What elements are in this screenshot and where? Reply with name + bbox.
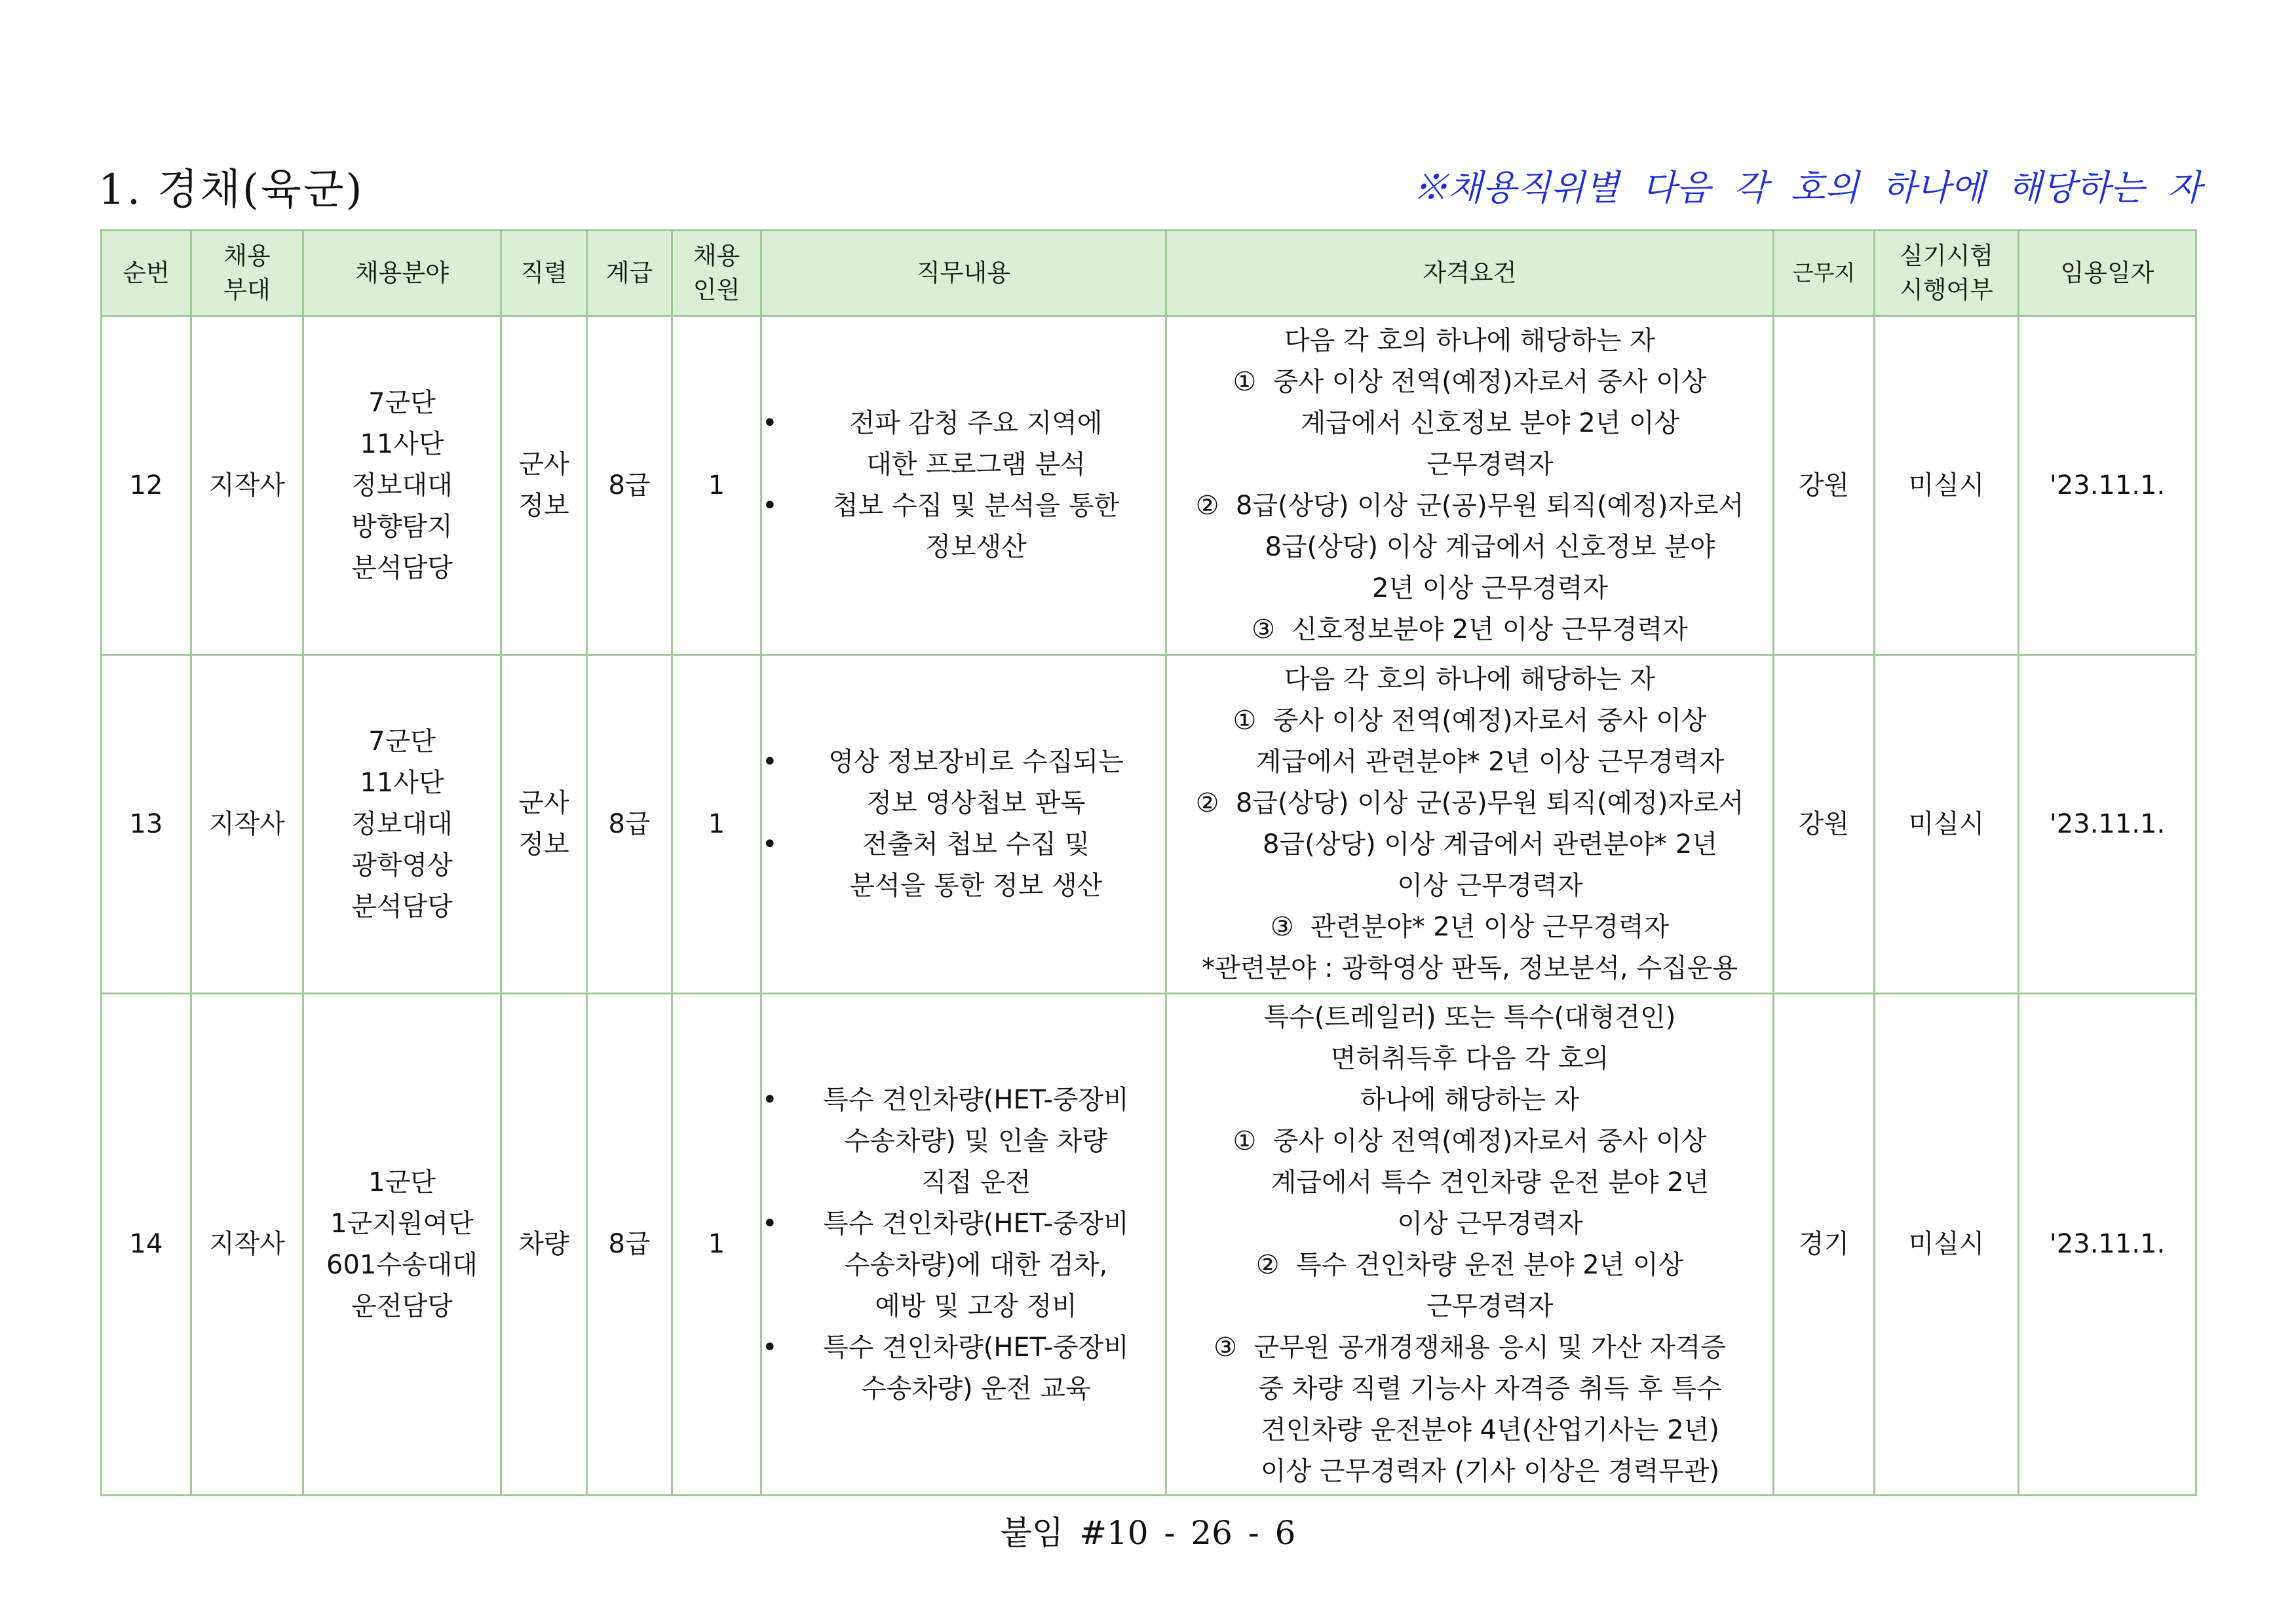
qual-line: ③ 신호정보분야 2년 이상 근무경력자 [1252,614,1688,645]
header-count [672,231,761,316]
cell-series-line: 차량 [518,1229,569,1259]
cell-location: 강원 [1774,655,1875,994]
cell-field-line: 분석담당 [351,552,453,583]
qual-line: 8급(상당) 이상 계급에서 관련분야* 2년 [1263,829,1717,859]
duty-text: 정보생산 [925,532,1027,562]
cell-date: '23.11.1. [2019,994,2196,1496]
qual-line: 계급에서 관련분야* 2년 이상 근무경력자 [1255,747,1725,777]
qual-line: 특수(트레일러) 또는 특수(대형견인) [1263,1002,1676,1032]
duty-item [762,1203,1165,1327]
duty-line [762,1327,1165,1369]
duty-text: 직접 운전 [921,1167,1031,1198]
cell-duty [761,316,1166,655]
duty-line [762,1080,1165,1121]
duty-line [762,742,1165,783]
header-row [102,231,2196,316]
qual-line: ③ 군무원 공개경쟁채용 응시 및 가산 자격증 [1214,1332,1726,1363]
bullet-icon: • [762,491,778,521]
cell-date: '23.11.1. [2019,655,2196,994]
duty-line [762,485,1165,527]
qual-line: ① 중사 이상 전역(예정)자로서 중사 이상 [1233,706,1707,736]
duty-line [762,527,1165,568]
qual-line: 하나에 해당하는 자 [1360,1084,1580,1115]
header-count-line2: 인원 [693,276,740,304]
cell-field [303,655,501,994]
cell-count: 1 [672,655,761,994]
cell-field-line: 1군지원여단 [330,1208,474,1239]
cell-count: 1 [672,994,761,1496]
duty-text: 수송차량)에 대한 검차, [844,1249,1108,1280]
cell-location: 강원 [1774,316,1875,655]
cell-field [303,994,501,1496]
duty-text: 수송차량) 및 인솔 차량 [844,1125,1108,1156]
header-date: 임용일자 [2019,231,2196,316]
qual-line: 견인차량 운전분야 4년(산업기사는 2년) [1261,1414,1719,1445]
cell-location: 경기 [1774,994,1875,1496]
cell-series [501,994,587,1496]
duty-item [762,824,1165,907]
cell-series [501,316,587,655]
qual-line: ① 중사 이상 전역(예정)자로서 중사 이상 [1233,367,1707,397]
cell-field-line: 11사단 [360,428,444,459]
cell-count: 1 [672,316,761,655]
page-footer: 붙임 #10 - 26 - 6 [1000,1514,1296,1552]
qual-line: ② 8급(상당) 이상 군(공)무원 퇴직(예정)자로서 [1195,788,1744,818]
qual-line: ③ 관련분야* 2년 이상 근무경력자 [1270,912,1670,942]
cell-unit: 지작사 [191,655,303,994]
duty-text: 분석을 통한 정보 생산 [849,871,1103,901]
duty-text: 특수 견인차량(HET-중장비 [823,1084,1129,1115]
duty-line [762,1121,1165,1162]
duty-text: 대한 프로그램 분석 [866,449,1086,480]
cell-grade: 8급 [587,655,672,994]
qual-line: 8급(상당) 이상 계급에서 신호정보 분야 [1265,532,1715,562]
cell-grade: 8급 [587,994,672,1496]
qual-line: 이상 근무경력자 [1397,1208,1583,1239]
qual-line: 다음 각 호의 하나에 해당하는 자 [1284,326,1655,356]
qual-line: 2년 이상 근무경력자 [1372,573,1608,603]
duty-line [762,403,1165,444]
duty-text: 예방 및 고장 정비 [875,1291,1077,1321]
header-grade: 계급 [587,231,672,316]
qual-line: 다음 각 호의 하나에 해당하는 자 [1284,664,1655,694]
table-row [102,994,2196,1496]
qual-line: 계급에서 신호정보 분야 2년 이상 [1300,408,1680,438]
qual-line: 이상 근무경력자 (기사 이상은 경력무관) [1260,1456,1720,1486]
header-qual: 자격요건 [1166,231,1774,316]
table-row [102,316,2196,655]
cell-unit: 지작사 [191,316,303,655]
cell-field-line: 운전담당 [351,1291,453,1321]
cell-series-line: 군사 [518,788,569,818]
qual-line: 근무경력자 [1426,449,1554,480]
qual-line: 근무경력자 [1426,1291,1554,1321]
cell-grade: 8급 [587,316,672,655]
duty-line [762,1203,1165,1245]
cell-practical: 미실시 [1875,994,2019,1496]
section-note: ※채용직위별 다음 각 호의 하나에 해당하는 자 [1413,167,2202,208]
duty-item [762,742,1165,824]
qual-line: 면허취득후 다음 각 호의 [1330,1043,1609,1074]
qual-line: 이상 근무경력자 [1397,871,1583,901]
duty-item [762,1327,1165,1410]
duty-line [762,1245,1165,1286]
duty-text: 전파 감청 주요 지역에 [849,408,1103,438]
duty-line [762,1369,1165,1410]
cell-field-line: 7군단 [368,387,436,418]
header-practical-line2: 시행여부 [1900,276,1993,304]
duty-text: 정보 영상첩보 판독 [866,788,1086,818]
cell-field-line: 광학영상 [351,850,453,880]
cell-no: 12 [102,316,191,655]
cell-date: '23.11.1. [2019,316,2196,655]
duty-item [762,1080,1165,1203]
cell-field-line: 601수송대대 [326,1249,478,1280]
cell-no: 14 [102,994,191,1496]
table-row [102,655,2196,994]
duty-text: 영상 정보장비로 수집되는 [828,747,1124,777]
bullet-icon: • [762,747,778,777]
bullet-icon: • [762,1084,778,1115]
header-unit-line1: 채용 [223,242,271,270]
header-count-line1: 채용 [693,242,740,270]
duty-text: 첩보 수집 및 분석을 통한 [832,491,1120,521]
cell-qual [1166,316,1774,655]
cell-series-line: 군사 [518,449,569,480]
cell-practical: 미실시 [1875,316,2019,655]
qual-line: ② 8급(상당) 이상 군(공)무원 퇴직(예정)자로서 [1195,491,1744,521]
qual-line: ① 중사 이상 전역(예정)자로서 중사 이상 [1233,1125,1707,1156]
section-heading: 1. 경채(육군) [98,166,364,214]
cell-unit: 지작사 [191,994,303,1496]
cell-qual [1166,994,1774,1496]
cell-field-line: 1군단 [368,1167,436,1198]
cell-field-line: 7군단 [368,726,436,757]
header-practical [1875,231,2019,316]
qual-line: 계급에서 특수 견인차량 운전 분야 2년 [1271,1167,1710,1198]
cell-field-line: 정보대대 [351,808,453,839]
duty-text: 특수 견인차량(HET-중장비 [823,1208,1129,1239]
qual-line: *관련분야 : 광학영상 판독, 정보분석, 수집운용 [1202,953,1738,983]
cell-series-line: 정보 [518,491,569,521]
cell-series [501,655,587,994]
cell-field-line: 정보대대 [351,470,453,500]
header-practical-line1: 실기시험 [1900,242,1993,270]
duty-text: 수송차량) 운전 교육 [861,1373,1091,1404]
bullet-icon: • [762,1208,778,1239]
header-series: 직렬 [501,231,587,316]
recruitment-table [100,229,2197,1496]
header-location: 근무지 [1774,231,1875,316]
duty-item [762,485,1165,568]
cell-field-line: 방향탐지 [351,511,453,542]
header-duty: 직무내용 [761,231,1166,316]
duty-line [762,1162,1165,1203]
header-field: 채용분야 [303,231,501,316]
bullet-icon: • [762,829,778,859]
cell-field [303,316,501,655]
cell-duty [761,655,1166,994]
duty-line [762,824,1165,865]
cell-duty [761,994,1166,1496]
duty-item [762,403,1165,485]
cell-series-line: 정보 [518,829,569,859]
duty-line [762,865,1165,907]
header-unit [191,231,303,316]
header-no: 순번 [102,231,191,316]
cell-field-line: 분석담당 [351,891,453,922]
cell-practical: 미실시 [1875,655,2019,994]
cell-no: 13 [102,655,191,994]
header-unit-line2: 부대 [223,276,271,304]
qual-line: ② 특수 견인차량 운전 분야 2년 이상 [1255,1249,1684,1280]
duty-line [762,1286,1165,1327]
bullet-icon: • [762,1332,778,1363]
cell-field-line: 11사단 [360,767,444,798]
duty-text: 전출처 첩보 수집 및 [862,829,1090,859]
duty-line [762,783,1165,824]
bullet-icon: • [762,408,778,438]
cell-qual [1166,655,1774,994]
duty-text: 특수 견인차량(HET-중장비 [823,1332,1129,1363]
qual-line: 중 차량 직렬 기능사 자격증 취득 후 특수 [1258,1373,1722,1404]
duty-line [762,444,1165,485]
